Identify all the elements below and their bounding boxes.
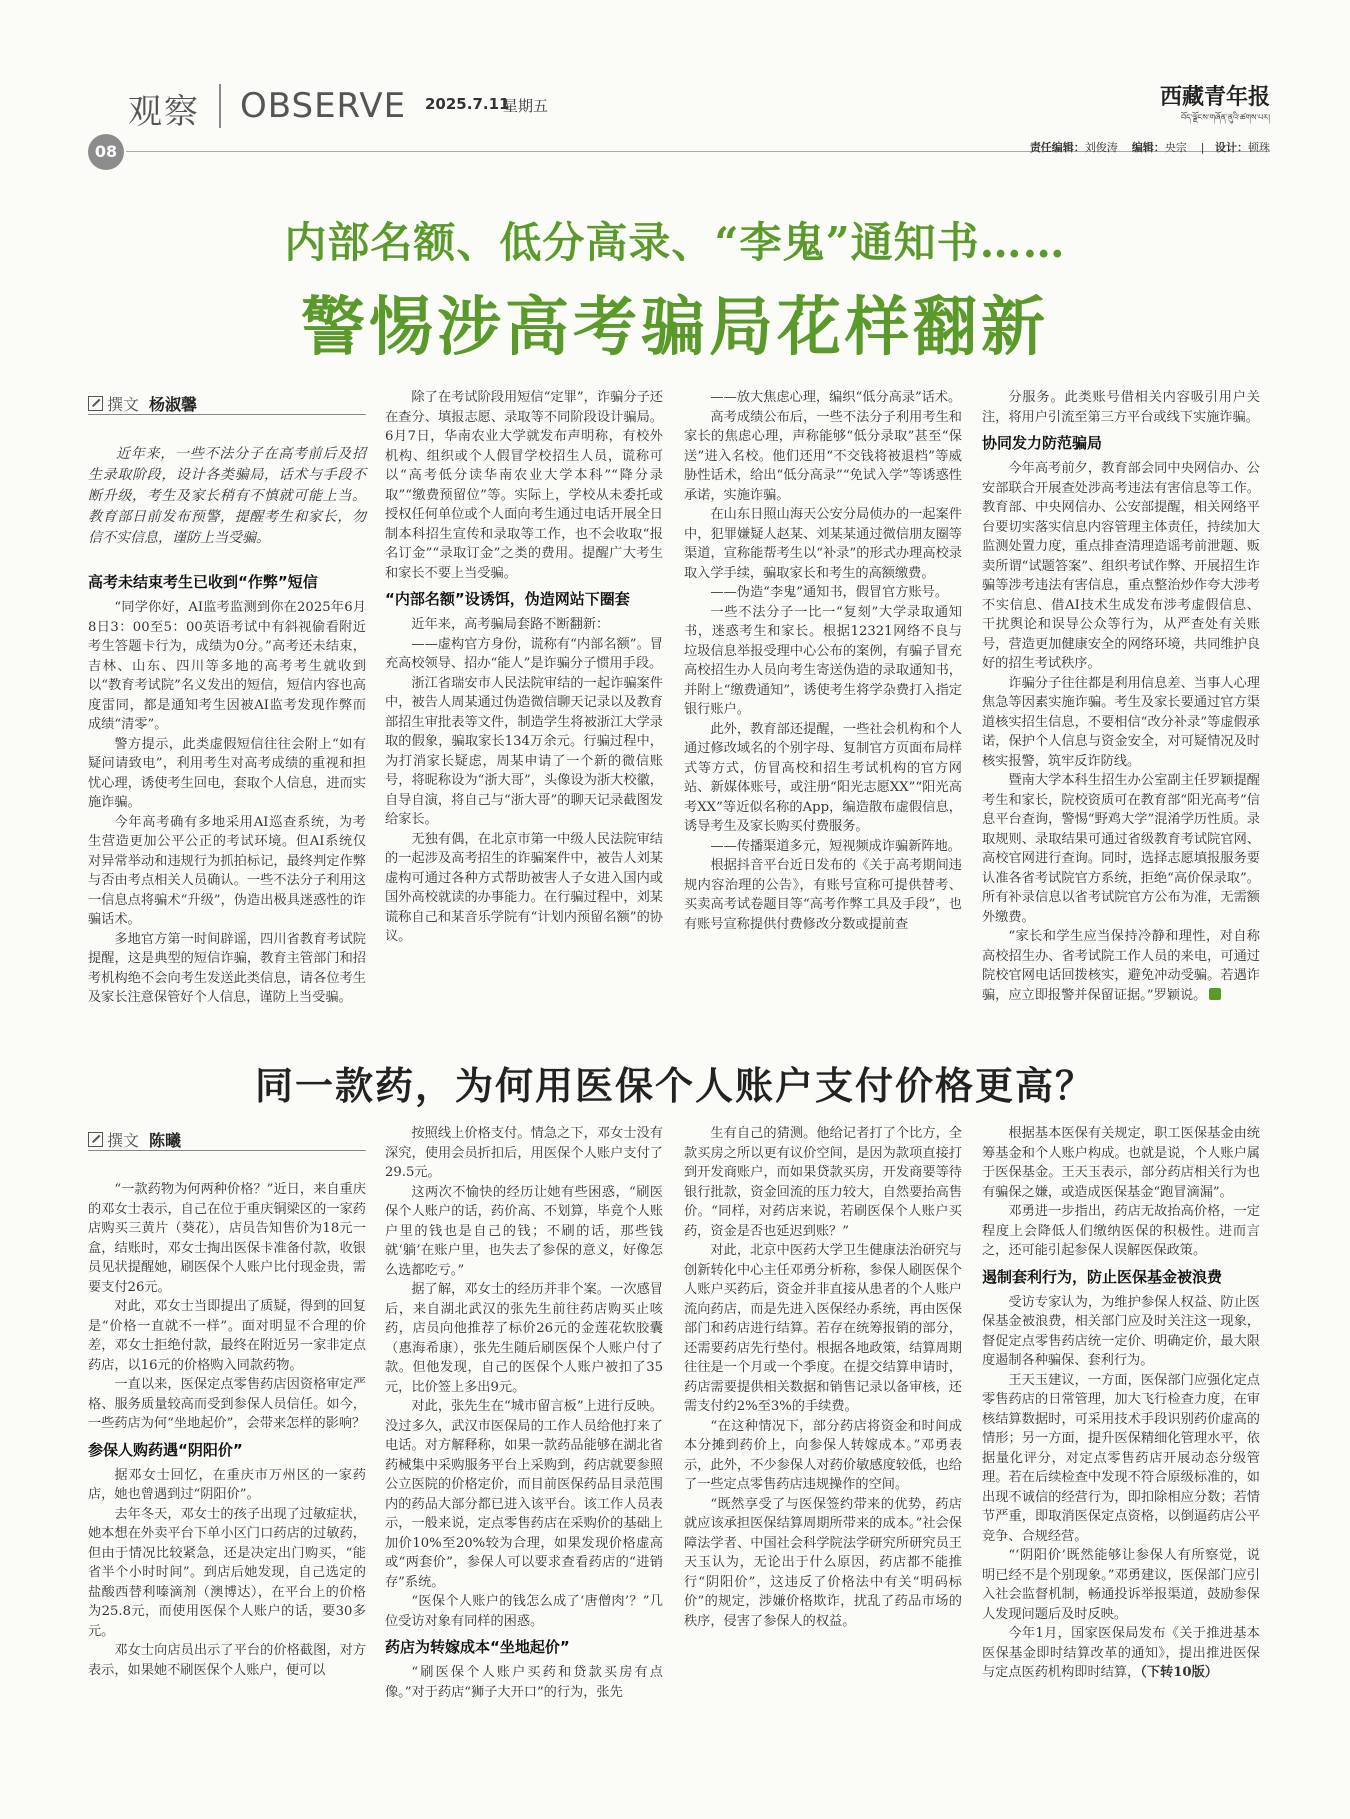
- editor-in-charge: 刘俊涛: [1084, 141, 1118, 154]
- article2-byline: 撰文 陈曦: [88, 1128, 181, 1151]
- pen-icon: [88, 396, 103, 411]
- paragraph: 对此，邓女士当即提出了质疑，得到的回复是“价格一直就不一样”。面对明显不合理的价差，邓女士拒绝付款，最终在附近另一家非定点药店，以16元的价格购入同款药物。: [88, 1299, 366, 1373]
- section-heading: 遏制套利行为，防止医保基金被浪费: [982, 1267, 1223, 1286]
- article2-column-1: [88, 1180, 366, 1680]
- paragraph: 生有自己的猜测。他给记者打了个比方，全款买房之所以更有议价空间，是因为款项直接打到开发商账户，而如果贷款买房，开发商要等待银行批款，资金回流的压力较大，自然要抬高售价。“同样，对药店来说，若刷医保个人账户买药，资金是否也延迟到账？”: [684, 1126, 962, 1239]
- editor-in-charge-label: 责任编辑：: [1029, 141, 1085, 154]
- article2-headline: 同一款药，为何用医保个人账户支付价格更高？: [254, 1063, 1095, 1108]
- designer-name: 顿珠: [1248, 141, 1270, 154]
- paragraph: ——放大焦虑心理，编织“低分高录”话术。: [710, 390, 962, 405]
- paragraph: ——传播渠道多元，短视频成诈骗新阵地。: [710, 838, 961, 854]
- article1-kicker: 内部名额、低分高录、“李鬼”通知书……: [284, 218, 1066, 267]
- paragraph: 去年冬天，邓女士的孩子出现了过敏症状，她本想在外卖平台下单小区门口药店的过敏药，但由于情况比较紧急，还是决定出门购买，“能省半个小时时间”。到店后她发现，自己选定的盐酸西替利嗪滴剂（澳博达），在平台上的价格为25.8元，而使用医保个人账户的话，要30多元。: [88, 1506, 366, 1639]
- paragraph: “同学你好，AI监考监测到你在2025年6月8日3：00至5：00英语考试中有斜视偷看附近考生答题卡行为，成绩为0分。”高考还未结束，吉林、山东、四川等多地的高考考生就收到以“教育考试院”名义发出的短信，短信内容也高度雷同，都是通知考生因被AI监考发现作弊而成绩“清零”。: [88, 600, 366, 732]
- editor-label: 编辑：: [1131, 141, 1165, 154]
- page-number-badge: 08: [88, 134, 124, 170]
- paragraph: 此外，教育部还提醒，一些社会机构和个人通过修改域名的个别字母、复制官方页面布局样式等方式，仿冒高校和招生考试机构的官方网站、新媒体账号，或注册“阳光志愿XX”“阳光高考XX”等近似名称的App，编造散布虚假信息，诱导考生及家长购买付费服务。: [684, 721, 962, 834]
- paragraph: 根据抖音平台近日发布的《关于高考期间违规内容治理的公告》，有账号宣称可提供替考、买卖高考试卷题目等“高考作弊工具及手段”，也有账号宣称提供付费修改分数或提前查: [684, 858, 962, 932]
- paragraph: ——虚构官方身份，谎称有“内部名额”。冒充高校领导、招办“能人”是诈骗分子惯用手段。: [385, 636, 663, 671]
- paragraph: 浙江省瑞安市人民法院审结的一起诈骗案件中，被告人周某通过伪造微信聊天记录以及教育部招生审批表等文件，制造学生将被浙江大学录取的假象，骗取家长134万余元。行骗过程中，为打消家长疑虑，周某申请了一个新的微信账号，将昵称设为“浙大哥”，头像设为浙大校徽，自导自演，将自己与“浙大哥”的聊天记录截图发给家长。: [385, 675, 663, 827]
- section-heading: “内部名额”设诱饵，伪造网站下圈套: [385, 590, 630, 608]
- paragraph: 邓女士向店员出示了平台的价格截图，对方表示，如果她不刷医保个人账户，便可以: [88, 1643, 366, 1678]
- paragraph: 按照线上价格支付。情急之下，邓女士没有深究，使用会员折扣后，用医保个人账户支付了29.5元。: [385, 1126, 663, 1180]
- byline-underline: [88, 414, 366, 415]
- paragraph: “刷医保个人账户买药和贷款买房有点像。”对于药店“狮子大开口”的行为，张先: [385, 1665, 663, 1700]
- paragraph: 暨南大学本科生招生办公室副主任罗颖提醒考生和家长，院校资质可在教育部“阳光高考”信息平台查询，警惕“野鸡大学”混淆学历性质。录取规则、录取结果可通过省级教育考试院官网、高校官网进行查询。同时，选择志愿填报服务要认准各省考试院官方系统，拒绝“高价保录取”。所有补录信息以省考试院官方公布为准，无需额外缴费。: [982, 773, 1260, 925]
- paragraph: 高考成绩公布后，一些不法分子利用考生和家长的焦虑心理，声称能够“低分录取”甚至“保送”进入名校。他们还用“不交钱将被退档”等威胁性话术，给出“低分高录”“免试入学”等诱惑性承诺，实施诈骗。: [684, 409, 962, 503]
- paragraph: 一直以来，医保定点零售药店因资格审定严格、服务质量较高而受到参保人员信任。如今，一些药店为何“坐地起价”，会带来怎样的影响？: [88, 1377, 366, 1431]
- paragraph: “医保个人账户的钱怎么成了‘唐僧肉’？”几位受访对象有同样的困惑。: [385, 1594, 663, 1629]
- paragraph: 除了在考试阶段用短信“定罪”，诈骗分子还在查分、填报志愿、录取等不同阶段设计骗局。6月7日，华南农业大学就发布声明称，有校外机构、组织或个人假冒学校招生人员，谎称可以“高考低分读华南农业大学本科”“降分录取”“缴费预留位”等。实际上，学校从未委托或授权任何单位或个人面向考生通过电话开展全日制本科招生宣传和录取等工作，也不会收取“报名订金”“录取订金”之类的费用。提醒广大考生和家长不要上当受骗。: [385, 390, 663, 581]
- issue-date: 2025.7.11: [425, 95, 510, 113]
- article1-column-1: [88, 566, 366, 1008]
- paragraph: 警方提示，此类虚假短信往往会附上“如有疑问请致电”，利用考生对高考成绩的重视和担忧心理，诱使考生回电，套取个人信息，进而实施诈骗。: [88, 736, 366, 810]
- paragraph: “‘阴阳价’既然能够让参保人有所察觉，说明已经不是个别现象。”邓勇建议，医保部门应引入社会监督机制，畅通投诉举报渠道，鼓励参保人发现问题后及时反映。: [982, 1548, 1260, 1622]
- paragraph: 今年高考前夕，教育部会同中央网信办、公安部联合开展查处涉高考违法有害信息等工作。教育部、中央网信办、公安部提醒，相关网络平台要切实落实信息内容管理主体责任，持续加大监测处置力度，重点排查清理造谣考前泄题、贩卖所谓“试题答案”、组织考试作弊、开展招生诈骗等涉考违法有害信息，重点整治炒作夸大涉考不实信息、借AI技术生成发布涉考虚假信息、干扰舆论和误导公众等行为，从严查处有关账号，营造更加健康安全的网络环境，共同维护良好的招生考试秩序。: [982, 461, 1260, 671]
- editor-name: 央宗: [1164, 141, 1187, 154]
- paragraph: 在山东日照山海天公安分局侦办的一起案件中，犯罪嫌疑人赵某、刘某某通过微信朋友圈等渠道，宣称能帮考生以“补录”的形式办理高校录取入学手续，骗取家长和考生的高额缴费。: [684, 507, 962, 581]
- article2-column-2: [385, 1124, 663, 1702]
- paragraph: ——伪造“李鬼”通知书，假冒官方账号。: [710, 585, 949, 600]
- header-divider: [219, 84, 221, 128]
- paragraph: 今年1月，国家医保局发布《关于推进基本医保基金即时结算改革的通知》，提出推进医保与定点医药机构即时结算，（下转10版）: [982, 1626, 1260, 1680]
- paragraph: “在这种情况下，部分药店将资金和时间成本分摊到药价上，向参保人转嫁成本。”邓勇表示，此外，不少参保人对药价敏感度较低，也给了一些定点零售药店违规操作的空间。: [684, 1418, 962, 1492]
- paragraph: 邓勇进一步指出，药店无故抬高价格，一定程度上会降低人们缴纳医保的积极性。进而言之，还可能引起参保人误解医保政策。: [982, 1204, 1260, 1258]
- paragraph: 受访专家认为，为维护参保人权益、防止医保基金被浪费，相关部门应及时关注这一现象，督促定点零售药店统一定价、明确定价，最大限度遏制各种骗保、套利行为。: [982, 1294, 1260, 1368]
- paragraph: 对此，张先生在“城市留言板”上进行反映。没过多久，武汉市医保局的工作人员给他打来了电话。对方解释称，如果一款药品能够在湖北省药械集中采购服务平台上采购到，药店就要参照公立医院的价格定价，而目前医保药品目录范围内的药品大部分都已进入该平台。该工作人员表示，一般来说，定点零售药店在采购价的基础上加价10%至20%较为合理，如果发现价格虚高或“两套价”，参保人可以要求查看药店的“进销存”系统。: [385, 1399, 663, 1590]
- paragraph: 近年来，高考骗局套路不断翻新：: [411, 617, 610, 632]
- section-heading: 参保人购药遇“阴阳价”: [88, 1440, 243, 1459]
- paragraph: “一款药物为何两种价格？”近日，来自重庆的邓女士表示，自己在位于重庆铜梁区的一家药店购买三黄片（葵花），店员告知售价为18元一盒，结账时，邓女士掏出医保卡准备付款，收银员见状提醒她，刷医保个人账户比付现金贵，需要支付26元。: [88, 1182, 366, 1295]
- continuation-notice: （下转10版）: [1140, 1665, 1218, 1680]
- article-end-icon: [1209, 988, 1221, 1000]
- paragraph: 分服务。此类账号借相关内容吸引用户关注，将用户引流至第三方平台或线下实施诈骗。: [982, 390, 1260, 425]
- article1-author: 杨淑馨: [149, 395, 198, 414]
- article1-column-4: [982, 388, 1260, 1005]
- section-heading: 药店为转嫁成本“坐地起价”: [385, 1638, 570, 1656]
- byline-underline: [88, 1150, 366, 1151]
- paragraph: “既然享受了与医保签约带来的优势，药店就应该承担医保结算周期所带来的成本。”社会保障法学者、中国社会科学院法学研究所研究员王天玉认为，无论出于什么原因，药店都不能推行“阴阳价”，这违反了价格法中有关“明码标价”的规定，涉嫌价格欺诈，扰乱了药品市场的秩序，侵害了参保人的权益。: [684, 1496, 962, 1629]
- article2-column-4: [982, 1124, 1260, 1683]
- paragraph: 今年高考确有多地采用AI巡查系统，为考生营造更加公平公正的考试环境。但AI系统仅对异常举动和违规行为抓拍标记，最终判定作弊与否由考点相关人员确认。一些不法分子利用这一信息点将骗术“升级”，伪造出极具迷惑性的诈骗话术。: [88, 814, 366, 927]
- paragraph: 多地官方第一时间辟谣，四川省教育考试院提醒，这是典型的短信诈骗，教育主管部门和招考机构绝不会向考生发送此类信息，请各位考生及家长注意保管好个人信息，谨防上当受骗。: [88, 931, 366, 1005]
- paragraph: 一些不法分子一比一“复刻”大学录取通知书，迷惑考生和家长。根据12321网络不良与垃圾信息举报受理中心公布的案例，有骗子冒充高校招生办人员向考生寄送伪造的录取通知书，并附上“缴费通知”，诱使考生将学杂费打入指定银行账户。: [684, 604, 962, 717]
- paragraph: “家长和学生应当保持冷静和理性，对自称高校招生办、省考试院工作人员的来电，可通过院校官网电话回拨核实，避免冲动受骗。若遇诈骗，应立即报警并保留证据。”罗颖说。: [982, 929, 1260, 1003]
- section-name-en: OBSERVE: [240, 86, 407, 126]
- paragraph: 诈骗分子往往都是利用信息差、当事人心理焦急等因素实施诈骗。考生及家长要通过官方渠道核实招生信息，不要相信“改分补录”等虚假承诺，保护个人信息与资金安全，对可疑情况及时核实报警，筑牢反诈防线。: [982, 675, 1260, 769]
- article2-column-3: [684, 1124, 962, 1631]
- section-name-cn: 观察: [128, 92, 200, 132]
- article1-byline: 撰文 杨淑馨: [88, 392, 197, 415]
- article1-column-2: [385, 388, 663, 947]
- paragraph: 根据基本医保有关规定，职工医保基金由统筹基金和个人账户构成。也就是说，个人账户属于医保基金。王天玉表示，部分药店相关行为也有骗保之嫌，或造成医保基金“跑冒滴漏”。: [982, 1126, 1260, 1200]
- article1-headline: 警惕涉高考骗局花样翻新: [301, 291, 1049, 365]
- masthead-tibetan: བོད་ལྗོངས་གཞོན་ནུའི་ཚགས་པར།: [1181, 113, 1270, 122]
- article1-column-3: [684, 388, 962, 934]
- paragraph: 这两次不愉快的经历让她有些困惑，“刷医保个人账户的话，药价高、不划算，毕竟个人账户里的钱也是自己的钱；不刷的话，那些钱就‘躺’在账户里，也失去了参保的意义，好像怎么选都吃亏。”: [385, 1184, 663, 1278]
- article2-author: 陈曦: [149, 1131, 182, 1150]
- issue-weekday: 星期五: [503, 97, 549, 115]
- masthead-logo: 西藏青年报: [1159, 84, 1270, 110]
- section-heading: 协同发力防范骗局: [982, 434, 1103, 452]
- paragraph: 无独有偶，在北京市第一中级人民法院审结的一起涉及高考招生的诈骗案件中，被告人刘某虚构可通过各种方式帮助被害人子女进入国内或国外高校就读的办事能力。在行骗过程中，刘某谎称自己和某音乐学院有“计划内预留名额”的协议。: [385, 831, 663, 944]
- paragraph: 据了解，邓女士的经历并非个案。一次感冒后，来自湖北武汉的张先生前往药店购买止咳药，店员向他推荐了标价26元的金莲花软胶囊（惠海希康），张先生随后刷医保个人账户付了款。但他发现，自己的医保个人账户被扣了35元，比价签上多出9元。: [385, 1282, 663, 1395]
- section-heading: 高考未结束考生已收到“作弊”短信: [88, 573, 318, 591]
- editor-credits: 责任编辑：刘俊涛 编辑：央宗 | 设计：顿珠: [1029, 141, 1270, 154]
- paragraph: 对此，北京中医药大学卫生健康法治研究与创新转化中心主任邓勇分析称，参保人刷医保个人账户买药后，资金并非直接从患者的个人账户流向药店，而是先进入医保经办系统，再由医保部门和药店进行结算。若存在统筹报销的部分，还需要药店先行垫付。根据各地政策，结算周期往往是一个月或一个季度。在提交结算申请时，药店需要提供相关数据和销售记录以备审核，还需支付约2%至3%的手续费。: [684, 1243, 962, 1414]
- pen-icon: [88, 1132, 103, 1147]
- paragraph: 王天玉建议，一方面，医保部门应强化定点零售药店的日常管理，加大飞行检查力度，在审核结算数据时，可采用技术手段识别药价虚高的情形；另一方面，提升医保精细化管理水平，依据量化评分，对定点零售药店开展动态分级管理。若在后续检查中发现不符合原级标准的，如出现不诚信的经营行为，即扣除相应分数；若情节严重，即取消医保定点资格，以倒逼药店公平竞争、合规经营。: [982, 1372, 1260, 1544]
- designer-label: 设计：: [1215, 141, 1248, 154]
- article1-lead: 近年来，一些不法分子在高考前后及招生录取阶段，设计各类骗局，话术与手段不断升级，考生及家长稍有不慎就可能上当。教育部日前发布预警，提醒考生和家长，勿信不实信息，谨防上当受骗。: [88, 446, 366, 546]
- paragraph: 据邓女士回忆，在重庆市万州区的一家药店，她也曾遇到过“阴阳价”。: [88, 1467, 366, 1502]
